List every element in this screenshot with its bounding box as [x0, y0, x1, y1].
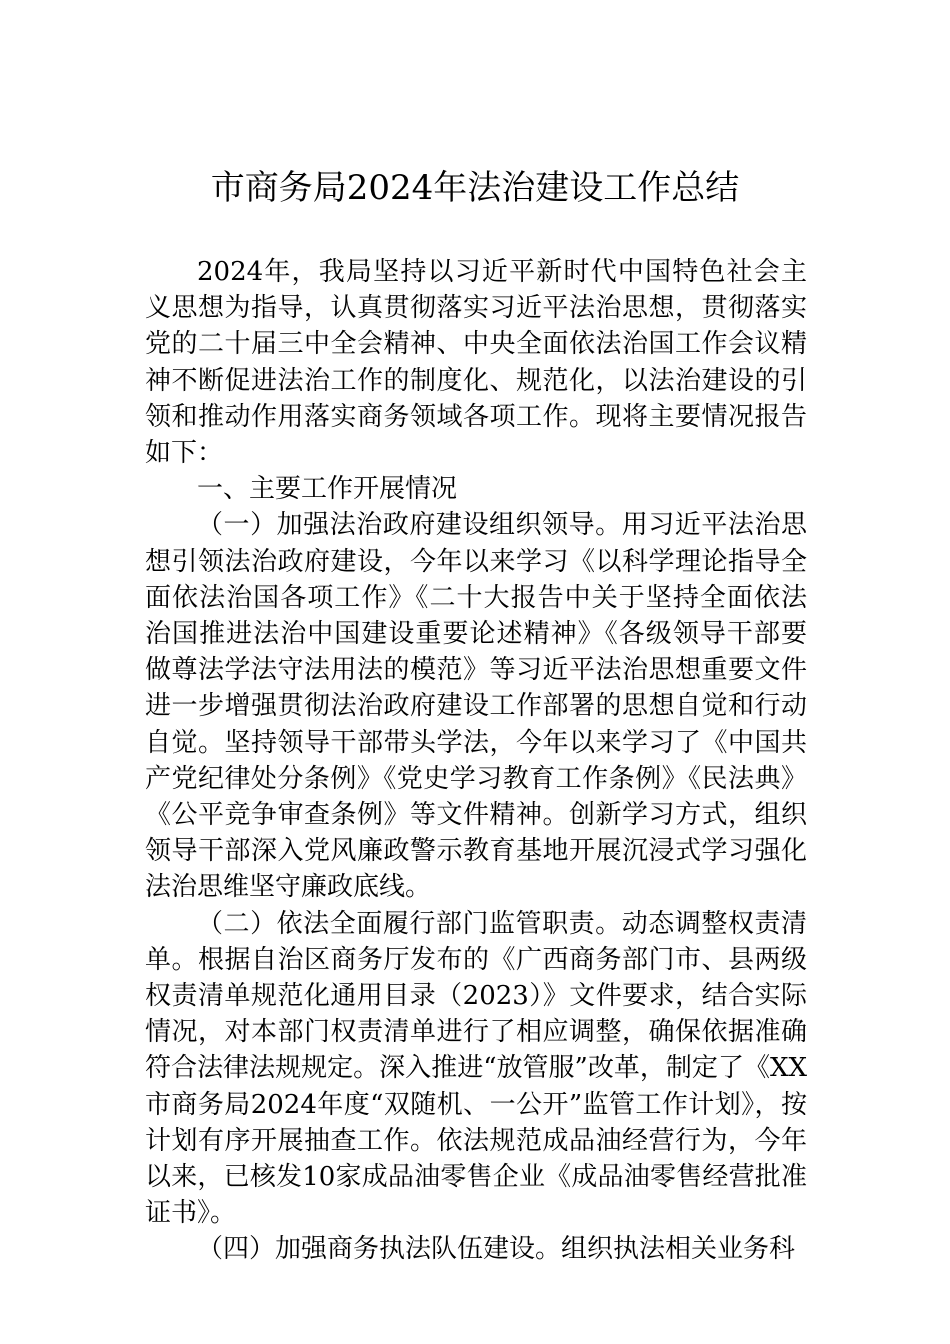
body-paragraph: （一）加强法治政府建设组织领导。用习近平法治思想引领法治政府建设，今年以来学习《以科学理论指导全面依法治国各项工作》《二十大报告中关于坚持全面依法治国推进法治中国建设重要论述精神》《各级领导干部要做尊法学法守法用法的模范》等习近平法治思想重要文件进一步增强贯彻法治政府建设工作部署的思想自觉和行动自觉。坚持领导干部带头学法，今年以来学习了《中国共产党纪律处分条例》《党史学习教育工作条例》《民法典》《公平竞争审查条例》等文件精神。创新学习方式，组织领导干部深入党风廉政警示教育基地开展沉浸式学习强化法治思维坚守廉政底线。	[145, 510, 807, 903]
body-paragraph: （四）加强商务执法队伍建设。组织执法相关业务科	[197, 1234, 796, 1265]
body-paragraph: （二）依法全面履行部门监管职责。动态调整权责清单。根据自治区商务厅发布的《广西商务部门市、县两级权责清单规范化通用目录（2023）》文件要求，结合实际情况，对本部门权责清单进行了相应调整，确保依据准确符合法律法规规定。深入推进“放管服”改革，制定了《XX市商务局2024年度“双随机、一公开”监管工作计划》，按计划有序开展抽查工作。依法规范成品油经营行为，今年以来，已核发10家成品油零售企业《成品油零售经营批准证书》。	[145, 908, 807, 1229]
intro-paragraph: 2024年，我局坚持以习近平新时代中国特色社会主义思想为指导，认真贯彻落实习近平法治思想，贯彻落实党的二十届三中全会精神、中央全面依法治国工作会议精神不断促进法治工作的制度化、规范化，以法治建设的引领和推动作用落实商务领域各项工作。现将主要情况报告如下：	[145, 257, 807, 469]
document-body	[145, 254, 807, 1268]
document-title: 市商务局2024年法治建设工作总结	[210, 168, 740, 208]
section-heading: 一、主要工作开展情况	[197, 474, 458, 505]
